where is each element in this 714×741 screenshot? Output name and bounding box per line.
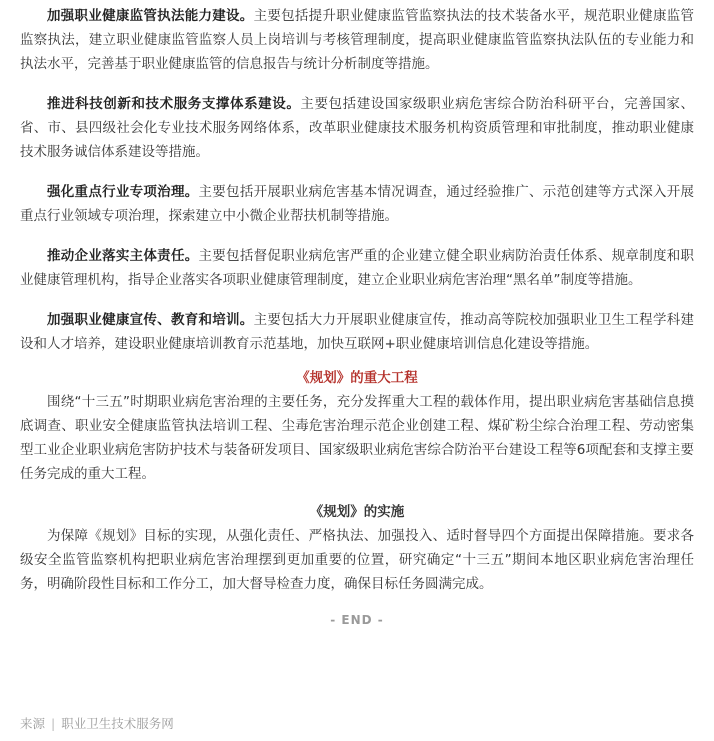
spacer	[20, 228, 694, 244]
paragraph-supervision-capacity	[20, 4, 694, 76]
spacer	[20, 356, 694, 366]
section-title-implementation: 《规划》的实施	[309, 504, 405, 520]
section-title-major-projects: 《规划》的重大工程	[296, 370, 418, 386]
paragraph-education-training	[20, 308, 694, 356]
paragraph-major-projects: 围绕“十三五”时期职业病危害治理的主要任务，充分发挥重大工程的载体作用，提出职业病危害基础信息摸底调查、职业安全健康监管执法培训工程、尘毒危害治理示范企业创建工程、煤矿粉尘综合治理工程、劳动密集型工业企业职业病危害防护技术与装备研发项目、国家级职业病危害综合防治平台建设工程等6项配套和支撑主要任务完成的重大工程。	[20, 394, 694, 482]
spacer	[20, 596, 694, 610]
paragraph-text: 主要包括大力开展职业健康宣传，推动高等院校加强职业卫生工程学科建设和人才培养，建设职业健康培训教育示范基地，加快互联网+职业健康培训信息化建设等措施。	[20, 312, 695, 352]
paragraph-key-industry	[20, 180, 694, 228]
source-name: 职业卫生技术服务网	[61, 716, 174, 731]
paragraph-text: 主要包括开展职业病危害基本情况调查，通过经验推广、示范创建等方式深入开展重点行业领域专项治理，探索建立中小微企业帮扶机制等措施。	[20, 184, 695, 224]
spacer	[20, 292, 694, 308]
spacer	[20, 486, 694, 500]
paragraph-lead: 加强职业健康监管执法能力建设。	[47, 8, 254, 24]
paragraph-lead: 推动企业落实主体责任。	[47, 248, 199, 264]
spacer	[20, 76, 694, 92]
end-mark: - END -	[330, 613, 384, 627]
paragraph-lead: 推进科技创新和技术服务支撑体系建设。	[47, 96, 301, 112]
paragraph-text: 主要包括建设国家级职业病危害综合防治科研平台，完善国家、省、市、县四级社会化专业技术服务网络体系，改革职业健康技术服务机构资质管理和审批制度，推动职业健康技术服务诚信体系建设等措施。	[20, 96, 695, 160]
paragraph-enterprise-responsibility	[20, 244, 694, 292]
spacer	[20, 164, 694, 180]
paragraph-implementation: 为保障《规划》目标的实现，从强化责任、严格执法、加强投入、适时督导四个方面提出保障措施。要求各级安全监管监察机构把职业病危害治理摆到更加重要的位置，研究确定“十三五”期间本地区职业病危害治理任务，明确阶段性目标和工作分工，加大督导检查力度，确保目标任务圆满完成。	[20, 528, 694, 592]
paragraph-lead: 强化重点行业专项治理。	[47, 184, 199, 200]
source-separator: |	[51, 716, 56, 731]
paragraph-text: 主要包括提升职业健康监管监察执法的技术装备水平，规范职业健康监管监察执法，建立职业健康监管监察人员上岗培训与考核管理制度，提高职业健康监管监察执法队伍的专业能力和执法水平，完善基于职业健康监管的信息报告与统计分析制度等措施。	[20, 8, 695, 72]
source-label: 来源	[20, 716, 46, 731]
source-line	[20, 714, 174, 734]
paragraph-text: 主要包括督促职业病危害严重的企业建立健全职业病防治责任体系、规章制度和职业健康管理机构，指导企业落实各项职业健康管理制度，建立企业职业病危害治理“黑名单”制度等措施。	[20, 248, 695, 288]
paragraph-tech-innovation	[20, 92, 694, 164]
paragraph-lead: 加强职业健康宣传、教育和培训。	[47, 312, 254, 328]
